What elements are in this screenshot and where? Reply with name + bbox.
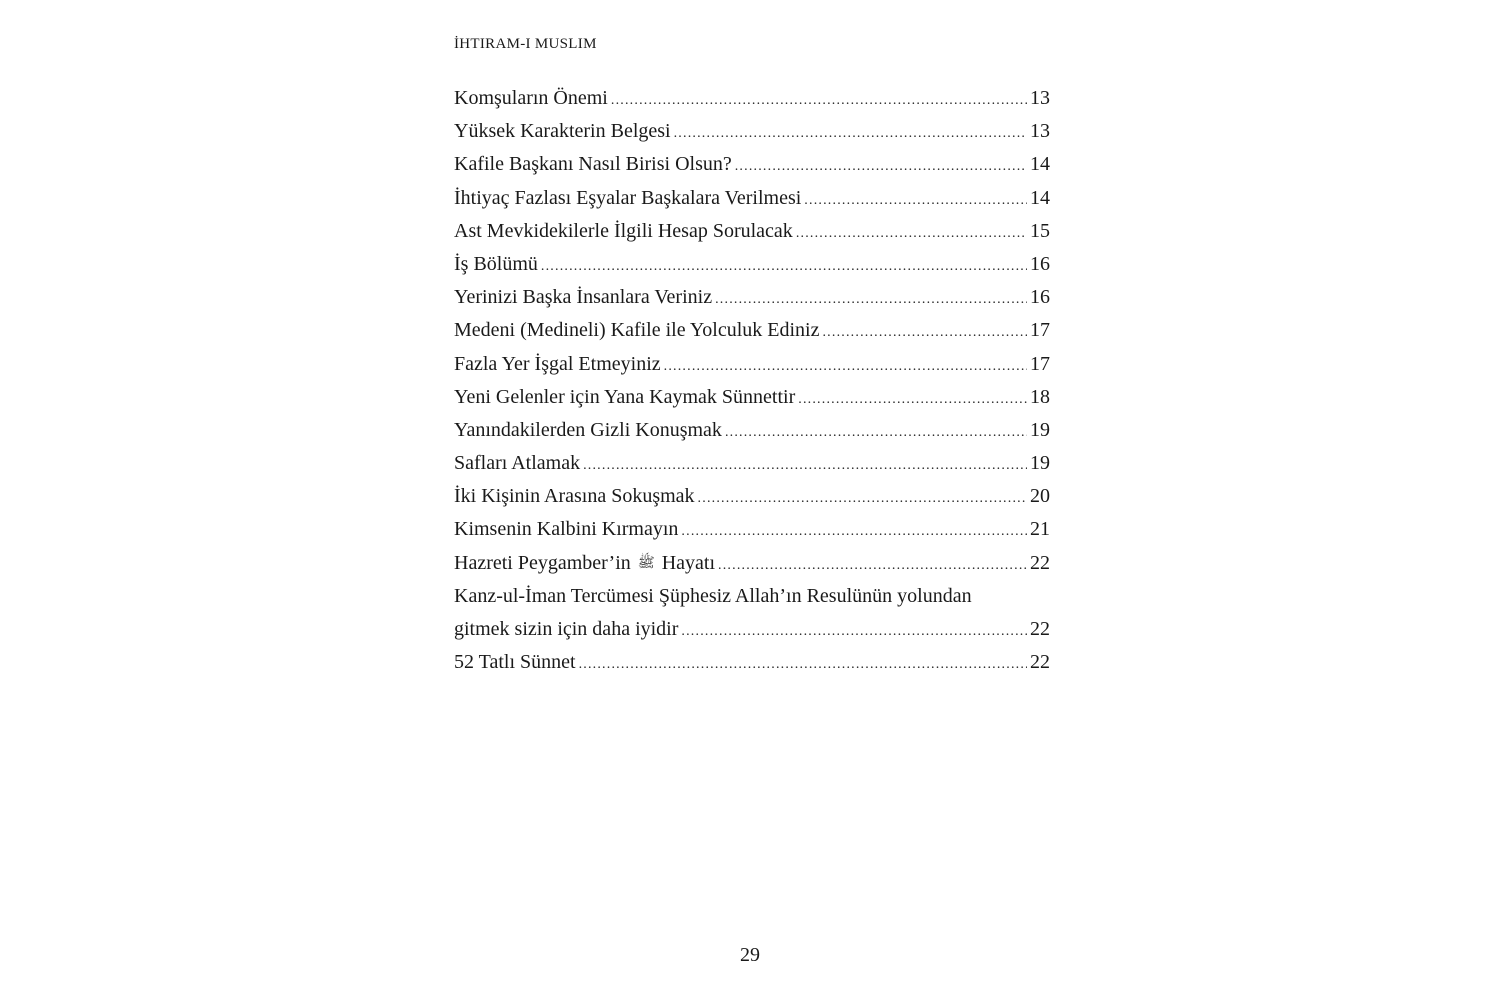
toc-entry-title: Ast Mevkidekilerle İlgili Hesap Sorulacak <box>454 219 793 242</box>
dot-leader <box>804 184 1027 217</box>
dot-leader <box>725 416 1027 449</box>
dot-leader <box>796 217 1027 250</box>
toc-entry-page: 21 <box>1030 518 1050 541</box>
dot-leader <box>735 150 1027 183</box>
dot-leader <box>822 316 1027 349</box>
toc-entry-title: 52 Tatlı Sünnet <box>454 651 576 674</box>
dot-leader <box>541 250 1027 283</box>
toc-entry-page: 17 <box>1030 319 1050 342</box>
dot-leader <box>681 515 1027 548</box>
toc-entry-title: Yanındakilerden Gizli Konuşmak <box>454 418 722 441</box>
toc-entry <box>454 381 1050 414</box>
dot-leader <box>579 648 1027 681</box>
toc-entry-page: 20 <box>1030 485 1050 508</box>
dot-leader <box>681 615 1027 648</box>
dot-leader <box>715 283 1027 316</box>
toc-entry <box>454 547 1050 580</box>
toc-entry-title: Yerinizi Başka İnsanlara Veriniz <box>454 286 713 309</box>
toc-entry-page: 18 <box>1030 385 1050 408</box>
dot-leader <box>674 117 1027 150</box>
toc-entry <box>454 182 1050 215</box>
toc-entry-page: 17 <box>1030 352 1050 375</box>
toc-entry <box>454 580 1050 646</box>
dot-leader <box>611 84 1027 117</box>
toc-entry <box>454 82 1050 115</box>
toc-entry-title: Kanz-ul-İman Tercümesi Şüphesiz Allah’ın Resulünün yolundan <box>454 584 972 607</box>
toc-entry-page: 22 <box>1030 618 1050 641</box>
page-number: 29 <box>740 944 760 966</box>
toc-entry-title: Safları Atlamak <box>454 452 581 475</box>
toc-entry-title-before: Hazreti Peygamber’in <box>454 551 631 574</box>
toc-entry-page: 22 <box>1030 651 1050 674</box>
running-head: İHTIRAM-I MUSLIM <box>454 36 597 52</box>
table-of-contents <box>454 82 1050 679</box>
toc-entry-title: Komşuların Önemi <box>454 87 608 109</box>
toc-entry <box>454 215 1050 248</box>
toc-entry-title: Kimsenin Kalbini Kırmayın <box>454 518 679 541</box>
toc-entry-page: 22 <box>1030 551 1050 574</box>
toc-entry <box>454 414 1050 447</box>
toc-entry-page: 19 <box>1030 418 1050 441</box>
toc-entry-title: İhtiyaç Fazlası Eşyalar Başkalara Verilmesi <box>454 186 802 209</box>
toc-entry-page: 13 <box>1030 120 1050 143</box>
toc-entry-page: 13 <box>1030 87 1050 109</box>
dot-leader <box>583 449 1027 482</box>
toc-entry <box>454 148 1050 181</box>
toc-entry <box>454 447 1050 480</box>
toc-entry-page: 14 <box>1030 186 1050 209</box>
dot-leader <box>798 383 1027 416</box>
toc-entry-title-continued: gitmek sizin için daha iyidir <box>454 618 679 641</box>
toc-entry-page: 16 <box>1030 286 1050 309</box>
dot-leader <box>718 549 1027 582</box>
toc-entry-title: İki Kişinin Arasına Sokuşmak <box>454 485 695 508</box>
toc-entry <box>454 646 1050 679</box>
toc-entry <box>454 115 1050 148</box>
toc-entry-page: 15 <box>1030 219 1050 242</box>
toc-entry-title: Fazla Yer İşgal Etmeyiniz <box>454 352 661 375</box>
toc-entry <box>454 480 1050 513</box>
toc-entry-title: Yeni Gelenler için Yana Kaymak Sünnettir <box>454 385 796 408</box>
toc-entry-title: Kafile Başkanı Nasıl Birisi Olsun? <box>454 153 732 176</box>
toc-entry <box>454 281 1050 314</box>
toc-entry-title <box>454 547 715 580</box>
dot-leader <box>664 350 1027 383</box>
dot-leader <box>698 482 1027 515</box>
toc-entry-title: Medeni (Medineli) Kafile ile Yolculuk Ediniz <box>454 319 820 342</box>
toc-entry-page: 14 <box>1030 153 1050 176</box>
toc-entry <box>454 513 1050 546</box>
toc-entry-title-after: Hayatı <box>661 551 716 574</box>
toc-entry-page: 19 <box>1030 452 1050 475</box>
toc-entry <box>454 248 1050 281</box>
toc-entry-title: Yüksek Karakterin Belgesi <box>454 120 671 143</box>
toc-entry <box>454 314 1050 347</box>
toc-entry-page: 16 <box>1030 252 1050 275</box>
salutation-seal-icon: ﷺ <box>637 555 655 571</box>
toc-entry-title: İş Bölümü <box>454 252 538 275</box>
toc-entry <box>454 348 1050 381</box>
